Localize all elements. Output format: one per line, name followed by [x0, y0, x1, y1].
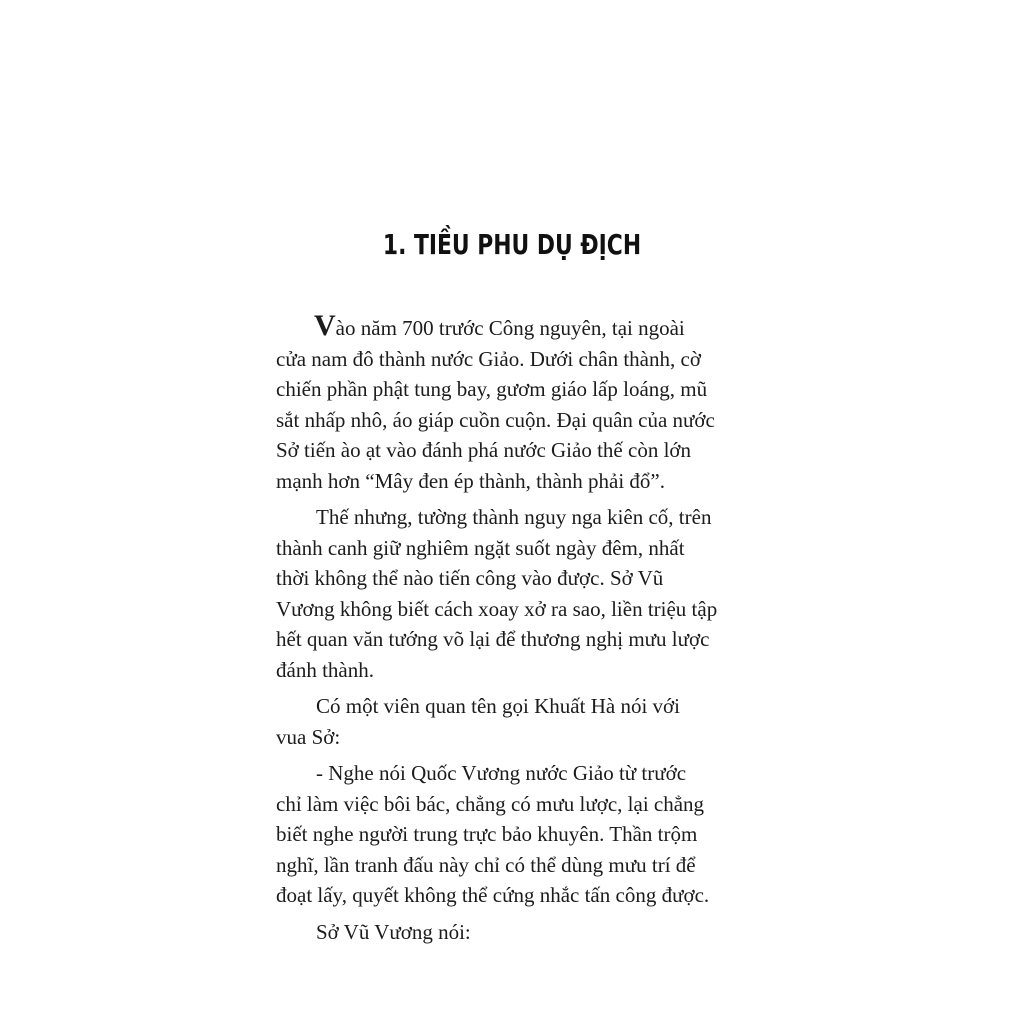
text-line: chiến phần phật tung bay, gươm giáo lấp loáng, mũ: [276, 377, 708, 401]
text-line: hết quan văn tướng võ lại để thương nghị mưu lược: [276, 627, 710, 651]
drop-cap: V: [314, 309, 336, 342]
text-line: cửa nam đô thành nước Giảo. Dưới chân thành, cờ: [276, 346, 701, 371]
text-line: đánh thành.: [276, 657, 374, 682]
text-line: thành canh giữ nghiêm ngặt suốt ngày đêm, nhất: [276, 535, 685, 560]
text-line: chỉ làm việc bôi bác, chẳng có mưu lược, lại chẳng: [276, 791, 705, 816]
paragraph-5: [276, 917, 776, 948]
text-line: sắt nhấp nhô, áo giáp cuồn cuộn. Đại quân của nước: [276, 407, 715, 432]
text-line: đoạt lấy, quyết không thể cứng nhắc tấn công được.: [276, 883, 710, 907]
paragraph-2: [276, 502, 776, 685]
paragraph-1: [276, 309, 776, 496]
text-line: mạnh hơn “Mây đen ép thành, thành phải đổ”.: [276, 468, 666, 493]
text-line: Vào năm 700 trước Công nguyên, tại ngoài: [314, 309, 685, 342]
text-line: Có một viên quan tên gọi Khuất Hà nói với: [316, 694, 680, 718]
chapter-title: 1. TIỀU PHU DỤ ĐỊCH: [382, 228, 642, 261]
paragraph-4: [276, 758, 776, 911]
text-line: Thế nhưng, tường thành nguy nga kiên cố, trên: [316, 505, 712, 529]
text-line: thời không thể nào tiến công vào được. Sở Vũ: [276, 566, 664, 590]
text-line: - Nghe nói Quốc Vương nước Giảo từ trước: [316, 761, 687, 785]
text-line: Sở Vũ Vương nói:: [316, 919, 471, 944]
text-line: Sở tiến ào ạt vào đánh phá nước Giảo thế còn lớn: [276, 438, 692, 462]
body-text: [276, 309, 776, 953]
text-line: Vương không biết cách xoay xở ra sao, liền triệu tập: [276, 596, 718, 621]
text-line: biết nghe người trung trực bảo khuyên. Thần trộm: [276, 822, 698, 846]
text-line: nghĩ, lần tranh đấu này chỉ có thể dùng mưu trí để: [276, 852, 696, 877]
text-line: vua Sở:: [276, 724, 341, 749]
paragraph-3: [276, 691, 776, 752]
